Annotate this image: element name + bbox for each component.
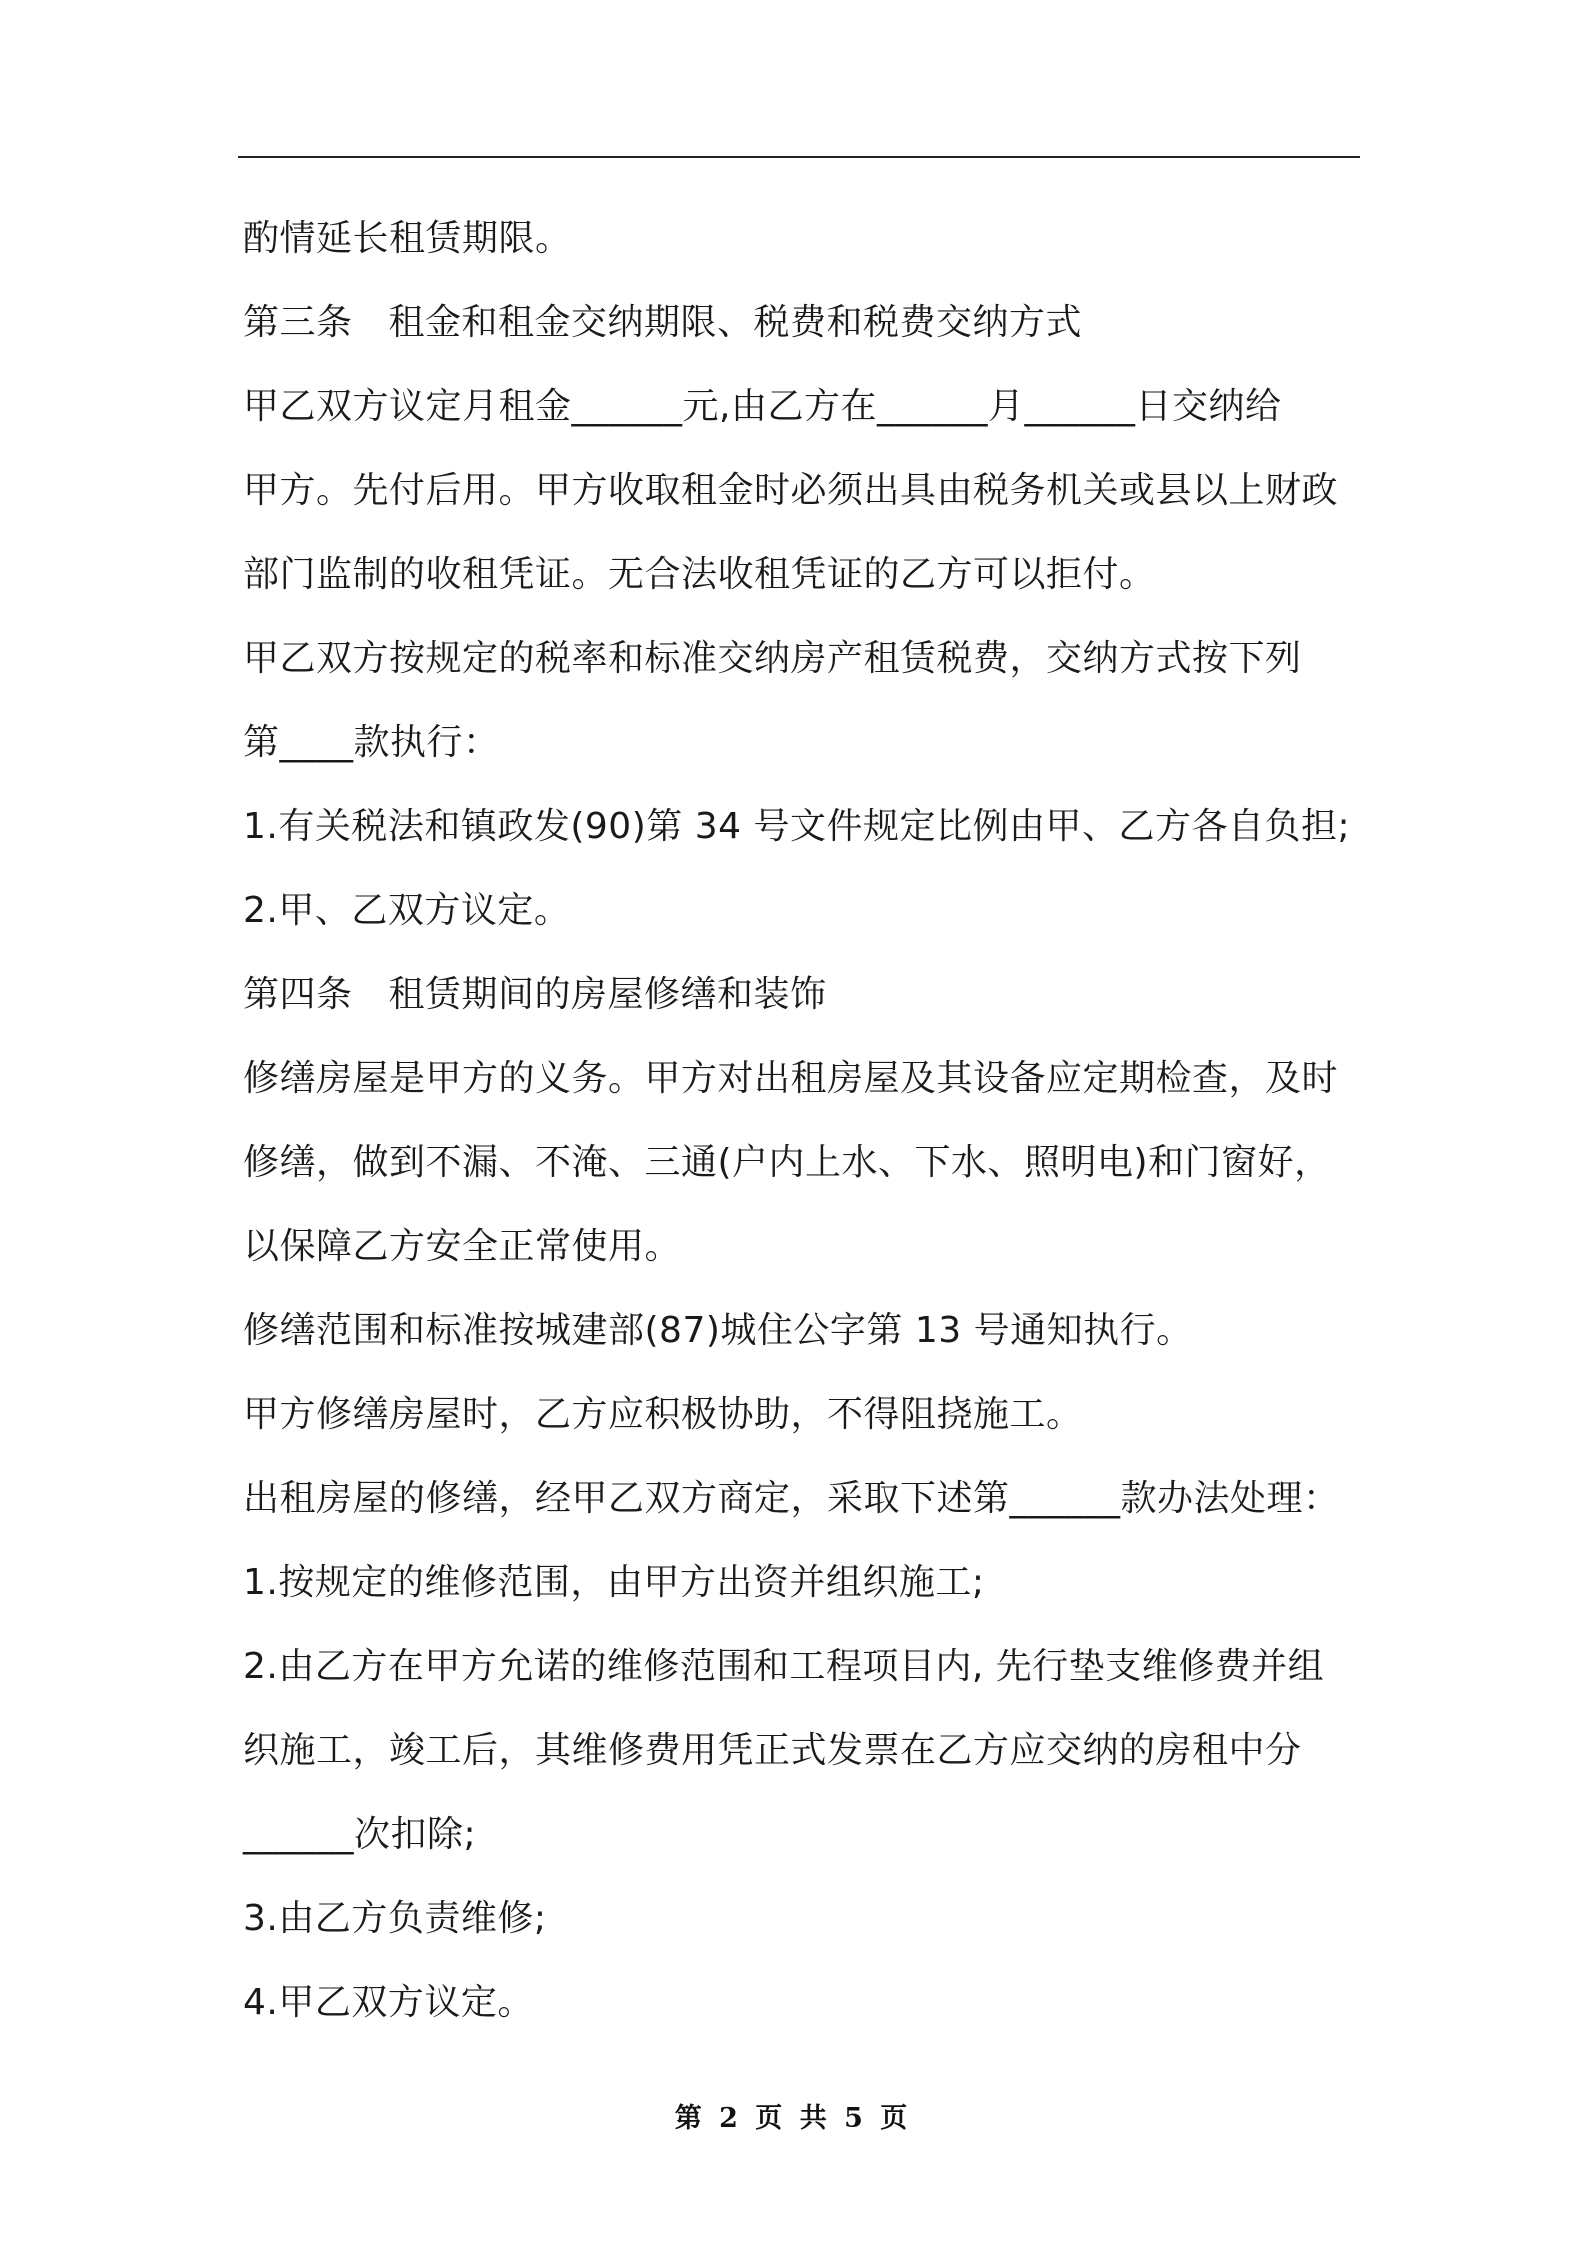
- paragraph-line: 2.甲、乙双方议定。: [243, 890, 571, 931]
- paragraph-line: 3.由乙方负责维修;: [243, 1898, 547, 1939]
- paragraph-line: 甲方修缮房屋时，乙方应积极协助，不得阻挠施工。: [243, 1394, 1083, 1435]
- paragraph-line: 织施工，竣工后，其维修费用凭正式发票在乙方应交纳的房租中分: [243, 1730, 1302, 1771]
- paragraph-line: ______次扣除;: [243, 1814, 477, 1855]
- paragraph-line: 1.按规定的维修范围，由甲方出资并组织施工;: [243, 1562, 985, 1603]
- paragraph-line: 第____款执行：: [243, 722, 500, 763]
- article-title: 租赁期间的房屋修缮和装饰: [388, 974, 827, 1015]
- article-heading: [243, 953, 1360, 1037]
- paragraph-line: 甲乙双方议定月租金______元,由乙方在______月______日交纳给: [243, 386, 1282, 427]
- paragraph-line: 1.有关税法和镇政发(90)第 34 号文件规定比例由甲、乙方各自负担;: [243, 806, 1351, 847]
- paragraph-line: 2.由乙方在甲方允诺的维修范围和工程项目内, 先行垫支维修费并组: [243, 1646, 1325, 1687]
- article-heading: [243, 281, 1360, 365]
- paragraph-line: 4.甲乙双方议定。: [243, 1982, 534, 2023]
- paragraph-line: 修缮房屋是甲方的义务。甲方对出租房屋及其设备应定期检查，及时: [243, 1058, 1339, 1099]
- article-title: 租金和租金交纳期限、税费和税费交纳方式: [388, 302, 1083, 343]
- paragraph-line: 修缮范围和标准按城建部(87)城住公字第 13 号通知执行。: [243, 1310, 1193, 1351]
- paragraph-line: 以保障乙方安全正常使用。: [243, 1226, 682, 1267]
- header-rule: [238, 156, 1360, 158]
- document-body: [243, 197, 1360, 2045]
- paragraph-line: 修缮，做到不漏、不淹、三通(户内上水、下水、照明电)和门窗好，: [243, 1142, 1331, 1183]
- paragraph-line: 部门监制的收租凭证。无合法收租凭证的乙方可以拒付。: [243, 554, 1156, 595]
- article-number: 第四条: [243, 974, 353, 1015]
- article-number: 第三条: [243, 302, 353, 343]
- paragraph-line: 酌情延长租赁期限。: [243, 218, 572, 259]
- paragraph-line: 甲乙双方按规定的税率和标准交纳房产租赁税费，交纳方式按下列: [243, 638, 1302, 679]
- paragraph-line: 出租房屋的修缮，经甲乙双方商定，采取下述第______款办法处理：: [243, 1478, 1340, 1519]
- paragraph-line: 甲方。先付后用。甲方收取租金时必须出具由税务机关或县以上财政: [243, 470, 1339, 511]
- page-number-footer: 第 2 页 共 5 页: [674, 2103, 912, 2134]
